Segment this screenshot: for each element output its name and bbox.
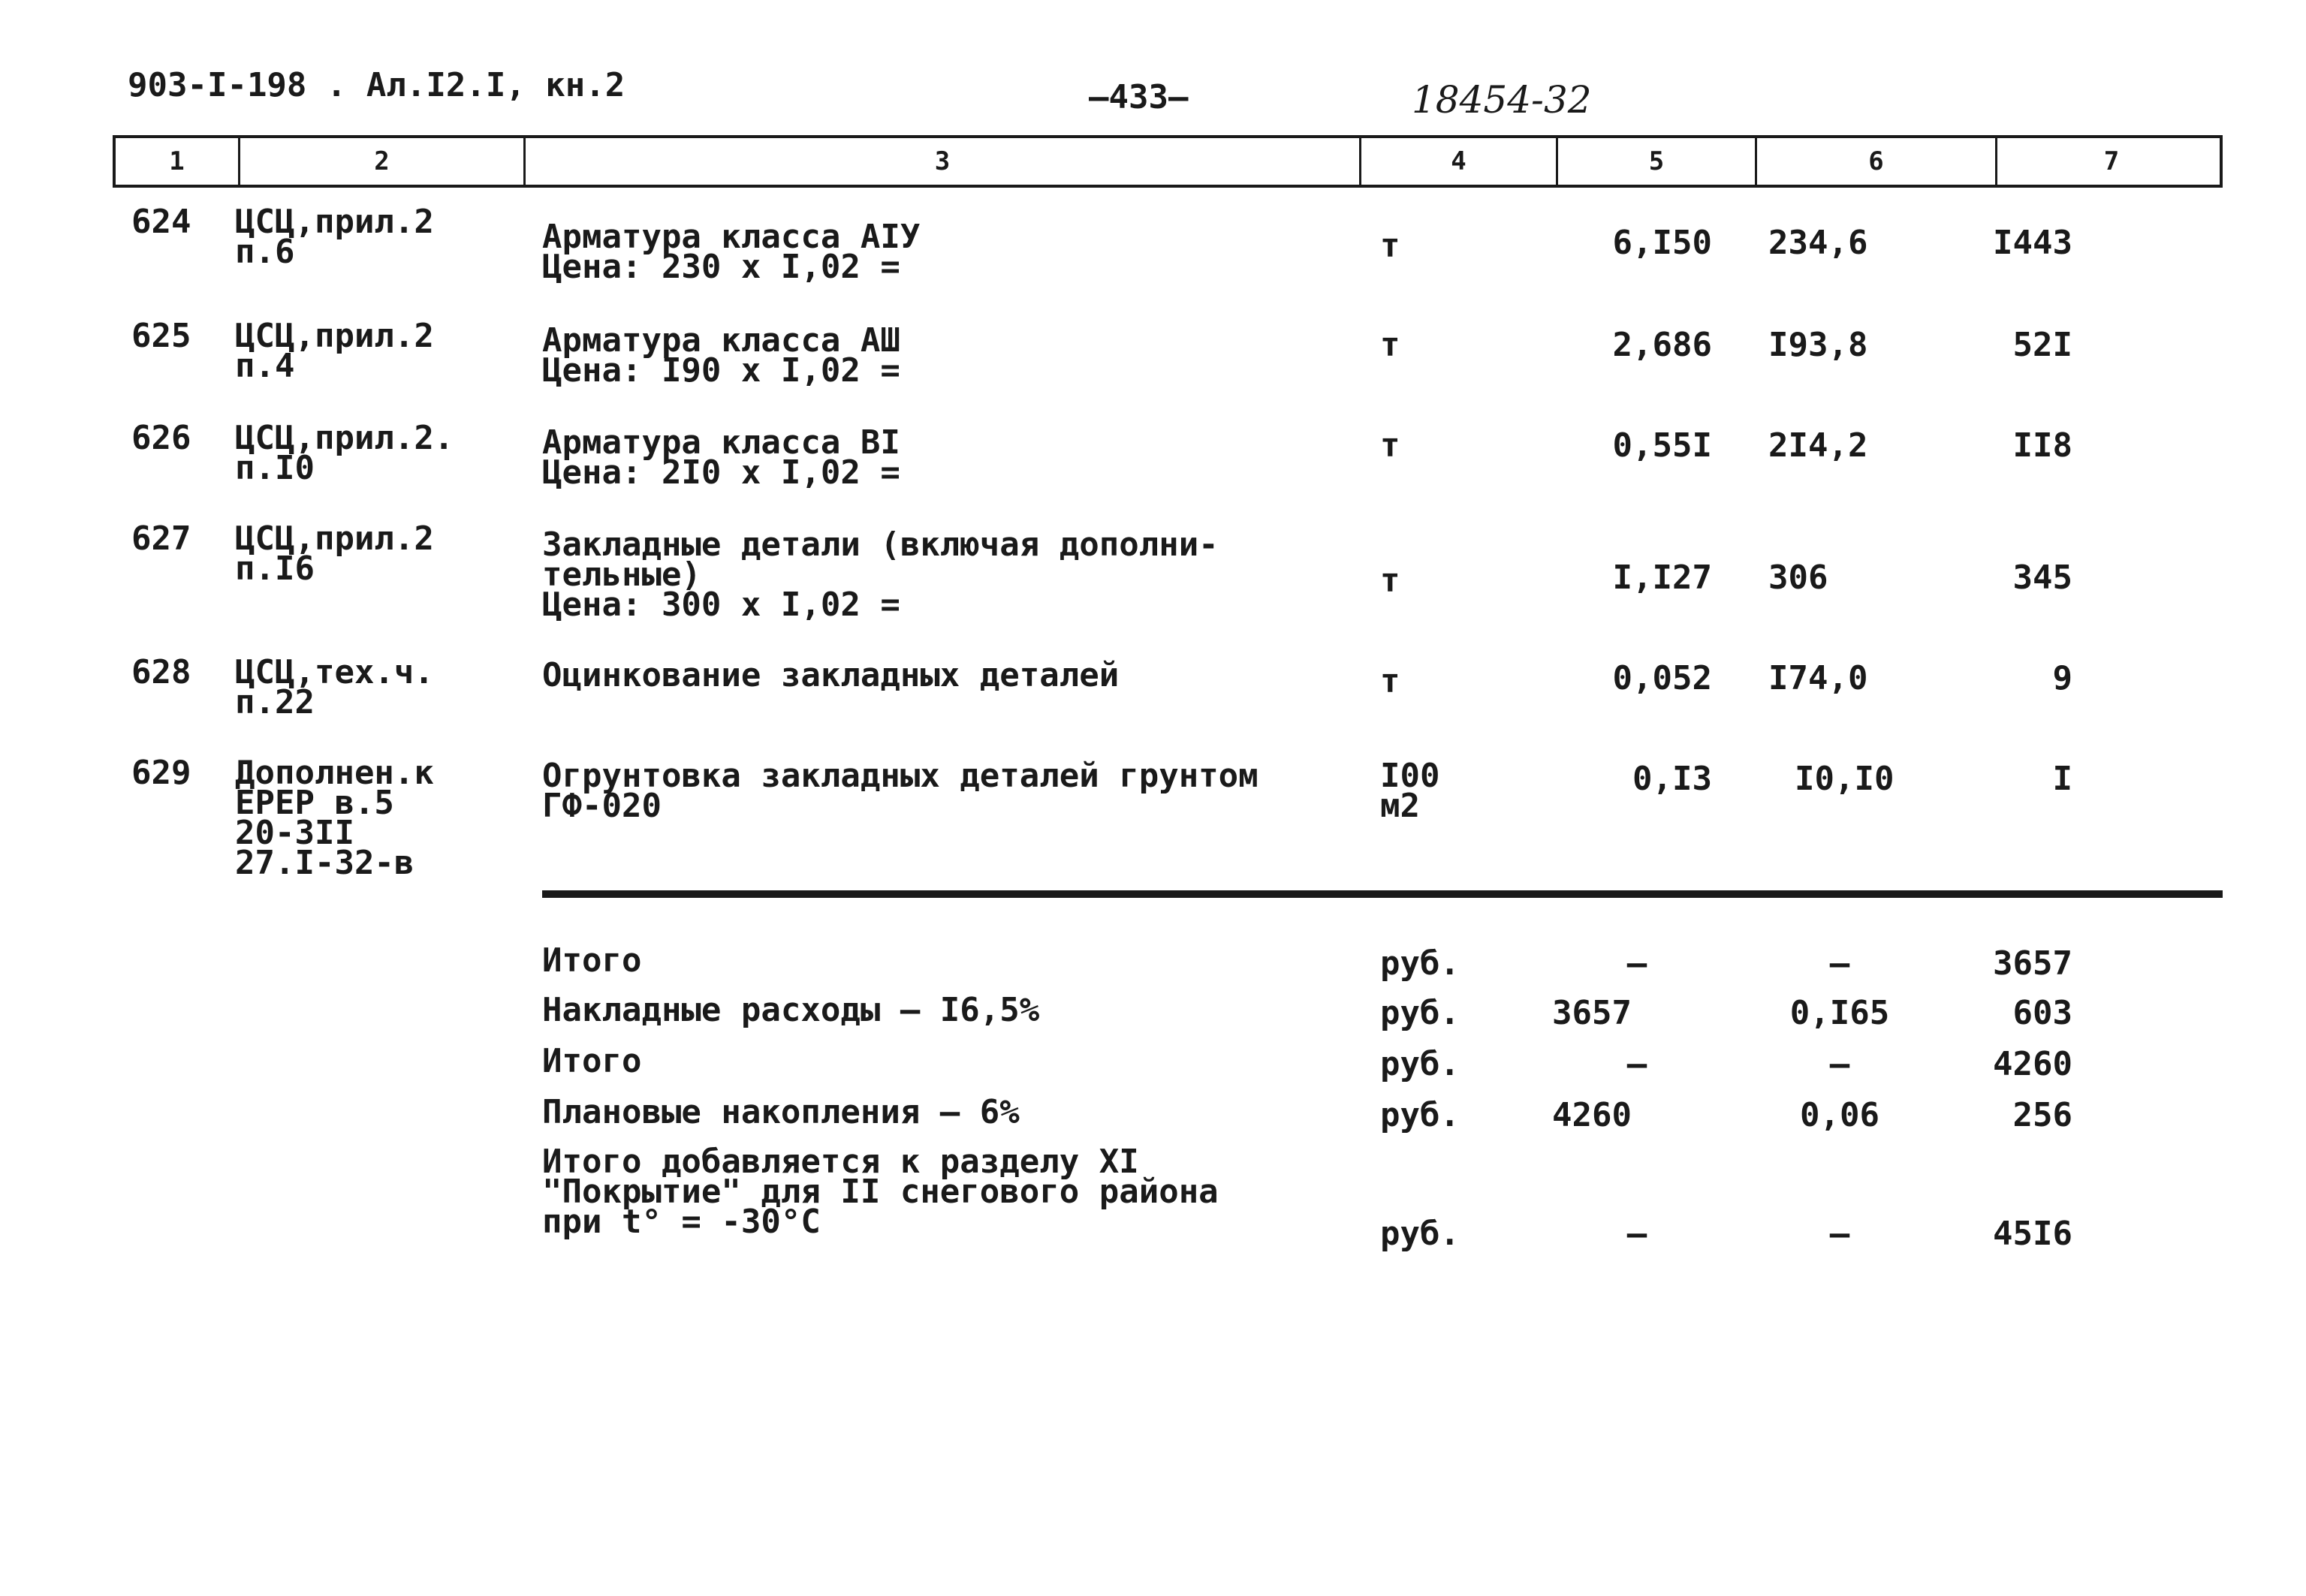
unit: I00 м2 xyxy=(1380,757,1440,825)
column-header: 2 xyxy=(238,138,523,185)
total: I xyxy=(2052,760,2072,798)
row-number: 629 xyxy=(131,754,191,792)
unit-price: 2I4,2 xyxy=(1768,426,1868,465)
summary-base: — xyxy=(1626,1215,1647,1253)
unit-price: I0,I0 xyxy=(1795,760,1895,798)
summary-label: Накладные расходы — I6,5% xyxy=(542,991,1040,1029)
column-header: 1 xyxy=(169,146,185,176)
unit-price: I93,8 xyxy=(1768,326,1868,364)
column-header: 7 xyxy=(1995,138,2226,185)
total: 345 xyxy=(2012,559,2072,597)
unit: т xyxy=(1380,662,1400,700)
summary-rate: — xyxy=(1829,944,1850,983)
description: Огрунтовка закладных деталей грунтом ГФ-020 xyxy=(542,757,1259,825)
summary-unit: руб. xyxy=(1380,1045,1460,1083)
summary-unit: руб. xyxy=(1380,1096,1460,1134)
summary-amount: 603 xyxy=(2012,994,2072,1032)
summary-rate: — xyxy=(1829,1045,1850,1083)
column-header-row xyxy=(113,135,2223,188)
reference: ЦСЦ,прил.2. п.I0 xyxy=(235,419,454,487)
row-number: 627 xyxy=(131,519,191,558)
description: Оцинкование закладных деталей xyxy=(542,656,1120,694)
total: I443 xyxy=(1993,224,2072,262)
quantity: 0,052 xyxy=(1612,659,1712,697)
quantity: I,I27 xyxy=(1612,559,1712,597)
unit-price: 234,6 xyxy=(1768,224,1868,262)
summary-base: — xyxy=(1626,944,1647,983)
summary-label: Плановые накопления — 6% xyxy=(542,1093,1020,1131)
total: 9 xyxy=(2052,659,2072,697)
row-number: 628 xyxy=(131,653,191,691)
quantity: 0,I3 xyxy=(1632,760,1712,798)
summary-amount: 45I6 xyxy=(1993,1215,2072,1253)
unit-price: 306 xyxy=(1768,559,1828,597)
summary-label: Итого xyxy=(542,941,642,980)
unit: т xyxy=(1380,562,1400,600)
separator-rule xyxy=(542,890,2223,898)
description: Арматура класса АIУ Цена: 230 х I,02 = xyxy=(542,218,921,286)
quantity: 2,686 xyxy=(1612,326,1712,364)
column-header: 3 xyxy=(523,138,1359,185)
reference: ЦСЦ,прил.2 п.4 xyxy=(235,317,434,385)
summary-label: Итого xyxy=(542,1042,642,1080)
summary-label: Итого добавляется к разделу XI "Покрытие" для II снегового района при t° = -30°С xyxy=(542,1143,1219,1241)
summary-unit: руб. xyxy=(1380,944,1460,983)
summary-base: 3657 xyxy=(1552,994,1632,1032)
page-number: —433— xyxy=(1089,78,1189,116)
row-number: 626 xyxy=(131,419,191,457)
reference: ЦСЦ,прил.2 п.6 xyxy=(235,203,434,271)
handwritten-note: 18454-32 xyxy=(1412,78,1592,122)
summary-base: 4260 xyxy=(1552,1096,1632,1134)
summary-amount: 3657 xyxy=(1993,944,2072,983)
total: 52I xyxy=(2012,326,2072,364)
unit: т xyxy=(1380,227,1400,265)
reference: Дополнен.к ЕРЕР в.5 20-3II 27.I-32-в xyxy=(235,754,434,882)
unit-price: I74,0 xyxy=(1768,659,1868,697)
row-number: 624 xyxy=(131,203,191,241)
summary-unit: руб. xyxy=(1380,994,1460,1032)
description: Арматура класса ВI Цена: 2I0 х I,02 = xyxy=(542,423,900,492)
summary-rate: — xyxy=(1829,1215,1850,1253)
summary-amount: 256 xyxy=(2012,1096,2072,1134)
summary-amount: 4260 xyxy=(1993,1045,2072,1083)
summary-rate: 0,06 xyxy=(1800,1096,1879,1134)
unit: т xyxy=(1380,326,1400,364)
description: Закладные детали (включая дополни- тельные) Цена: 300 х I,02 = xyxy=(542,525,1219,624)
column-header: 5 xyxy=(1556,138,1755,185)
column-header: 6 xyxy=(1755,138,1995,185)
reference: ЦСЦ,тех.ч. п.22 xyxy=(235,653,434,721)
quantity: 0,55I xyxy=(1612,426,1712,465)
reference: ЦСЦ,прил.2 п.I6 xyxy=(235,519,434,588)
description: Арматура класса АШ Цена: I90 х I,02 = xyxy=(542,321,900,390)
summary-unit: руб. xyxy=(1380,1215,1460,1253)
quantity: 6,I50 xyxy=(1612,224,1712,262)
row-number: 625 xyxy=(131,317,191,355)
unit: т xyxy=(1380,426,1400,465)
document-code: 903-I-198 . Ал.I2.I, кн.2 xyxy=(128,66,625,104)
summary-base: — xyxy=(1626,1045,1647,1083)
column-header: 4 xyxy=(1359,138,1556,185)
summary-rate: 0,I65 xyxy=(1789,994,1890,1032)
total: II8 xyxy=(2012,426,2072,465)
